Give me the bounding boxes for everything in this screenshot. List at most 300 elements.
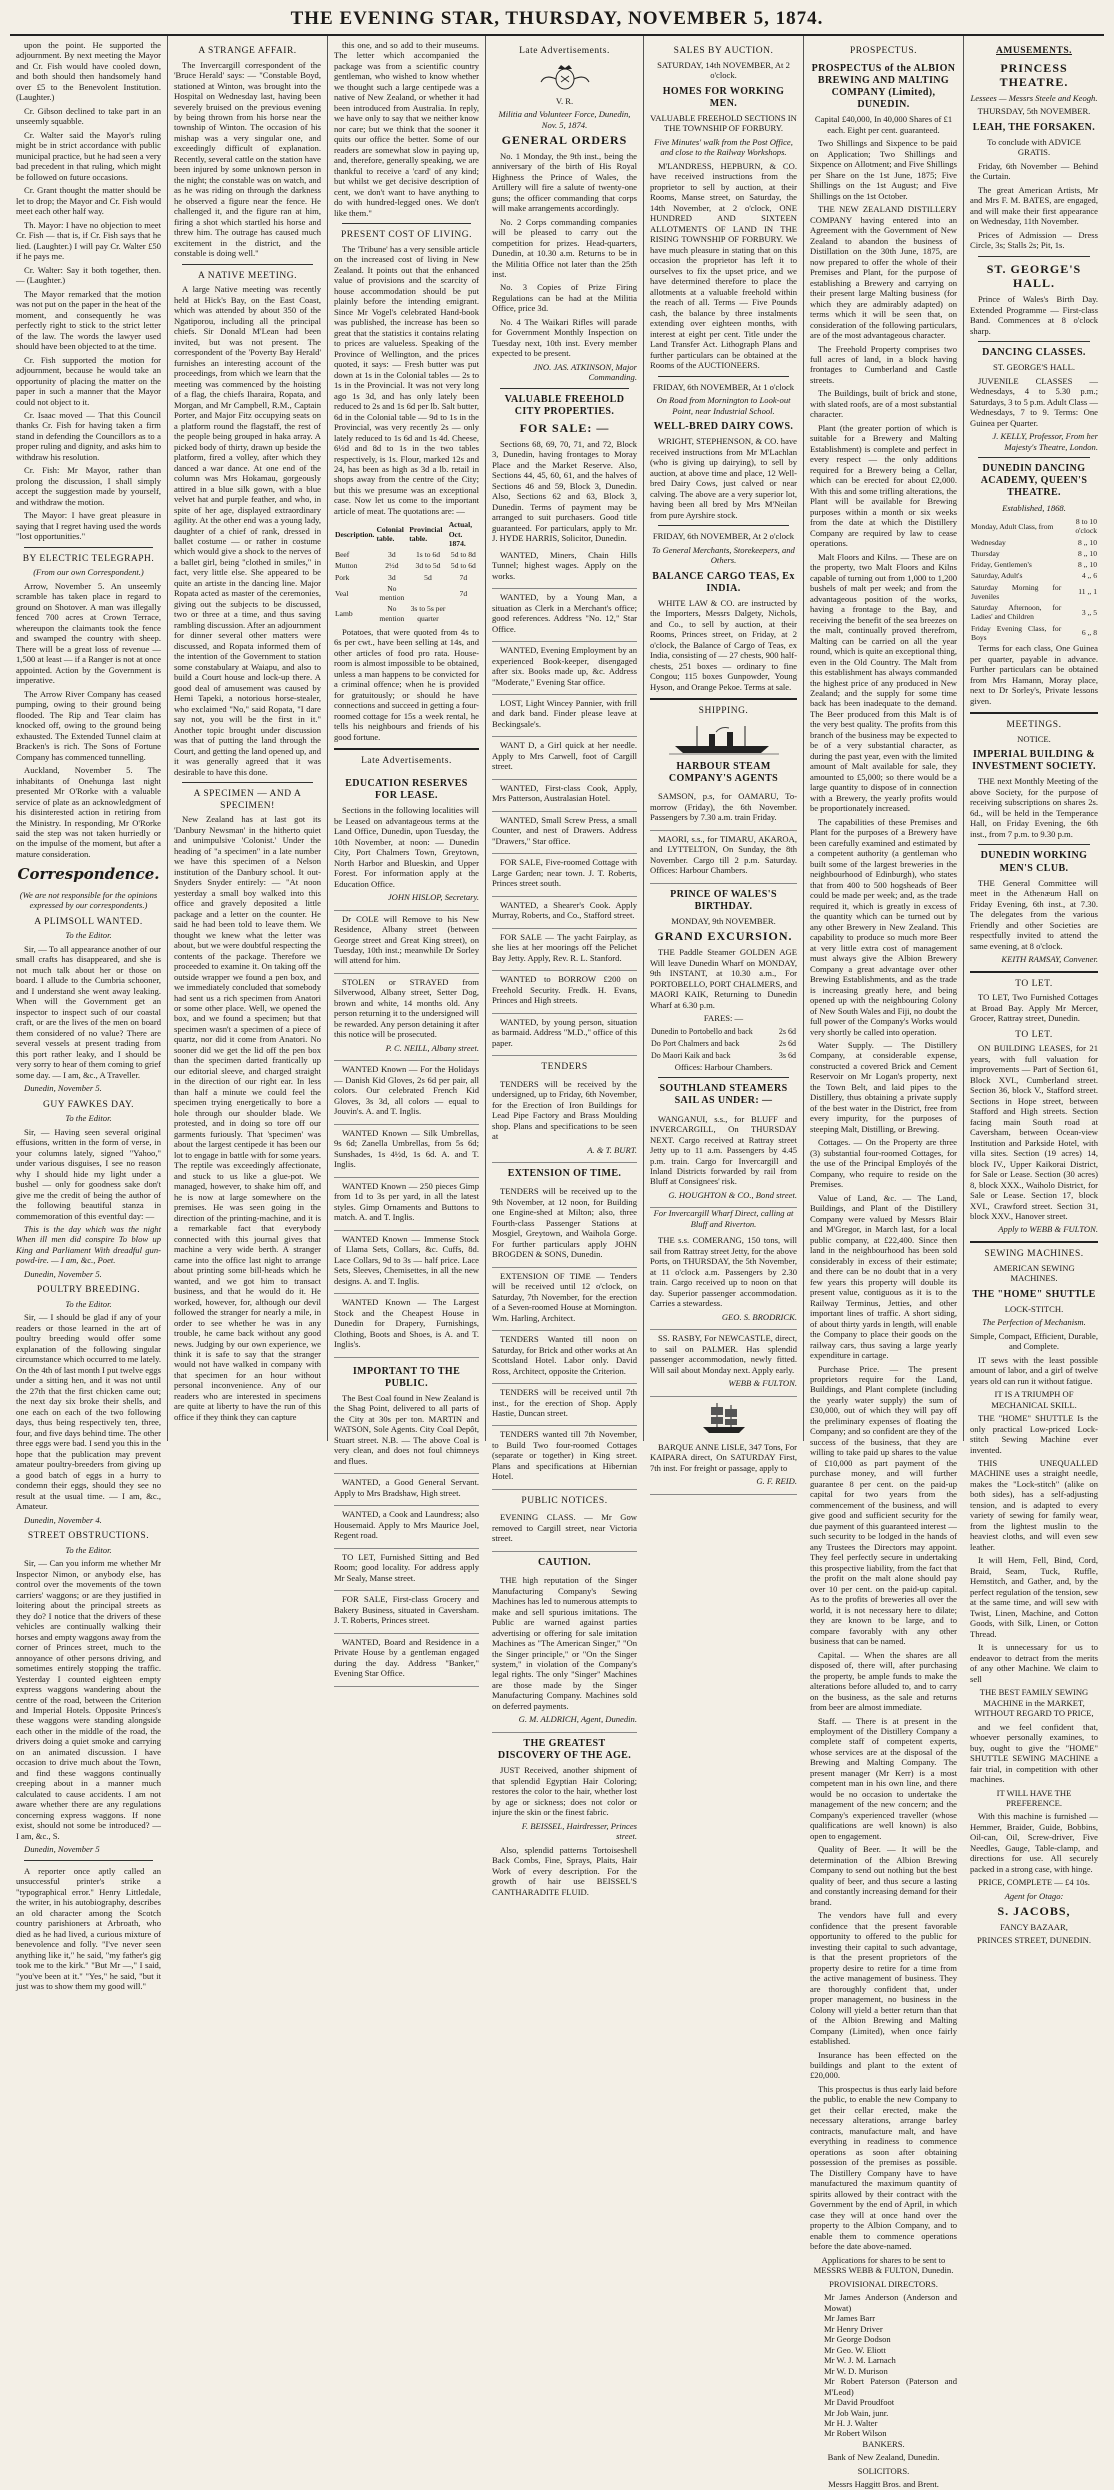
- list-item: Mr James Anderson (Anderson and Mowat): [824, 2292, 957, 2313]
- letter-text: Sir, — To all appearance another of our small crafts has disappeared, and she is not much talk about her or those on board. I allude to the Cumbria schooner, and I understand she went away leaking. When will the Government get an inspector to inspect such of our coastal craft, or are the lives of the men on board them considered of no value? There are several vessels at present trading from this port rather leaky, and I should be very sorry to hear of them coming to grief some day. — I am, &c., A Traveller.: [16, 943, 161, 1080]
- ad-title: CAUTION.: [538, 1556, 591, 1568]
- divider: [650, 698, 797, 700]
- column-2: [168, 36, 328, 1441]
- solicitors-heading: SOLICITORS.: [857, 2465, 910, 2476]
- directors-heading: PROVISIONAL DIRECTORS.: [829, 2278, 938, 2289]
- ad-text: WANTED Known — For the Holidays — Danish Kid Gloves, 2s 6d per pair, all colors. Our celebrated French Kid Gloves, 3s 3d, all colors — equal to Jouvin's. A. and T. Inglis.: [334, 1064, 479, 1117]
- ad-text: IT WILL HAVE THE PREFERENCE.: [996, 1787, 1072, 1808]
- column-3: [328, 36, 486, 1679]
- list-item: Mr Robert Wilson: [824, 2428, 887, 2439]
- table-row: [970, 559, 1098, 570]
- ad-text: Terms for each class, One Guinea per quarter, payable in advance. Further particulars can be obtained from Mrs Hamann, Moray place, next to Dr Sorley's, Private lessons given.: [970, 643, 1098, 706]
- ad-text: IT sews with the least possible amount of labor, and a girl of twelve years old can run it without fatigue.: [970, 1354, 1098, 1386]
- divider: [24, 547, 153, 548]
- advertisement: [650, 788, 797, 830]
- ad-text: Sections in the following localities will be Leased on advantageous terms at the Land Office, Dunedin, upon Tuesday, the 10th November, at noon: — Dunedin City, Port Chalmers Town, Greytown, North Harbor and Blueskin, and Upper Forest. For information apply at the Education Office.: [334, 805, 479, 889]
- ad-title: PROSPECTUS of the ALBION BREWING AND MALTING COMPANY (Limited), DUNEDIN.: [811, 62, 956, 111]
- ad-title: HARBOUR STEAM COMPANY'S AGENTS: [668, 760, 779, 785]
- advertisement: [492, 1426, 637, 1489]
- article-text: Cr. Fish: Mr Mayor, rather than prolong the discussion, I shall simply accept the suggestion made by yourself, and withdraw the motion.: [16, 465, 161, 507]
- advertisement: [334, 974, 479, 1061]
- article-text: The Arrow River Company has ceased pumping, owing to their ground being flooded. The Rip and Tear claim has knocked off, owing to the ground being exhausted. The Extended Tunnel claim at Bracken's is rich. The Sons of Fortune Company has commenced tunnelling.: [16, 688, 161, 762]
- ad-text: WANTED, a Shearer's Cook. Apply Murray, Roberts, and Co., Stafford street.: [492, 899, 637, 921]
- ad-signature: WEBB & FULTON.: [728, 1378, 797, 1389]
- ad-text: BARQUE ANNE LISLE, 347 Tons, For KAIPARA direct, On SATURDAY First, 7th inst. For freight or passage, apply to: [650, 1441, 797, 1473]
- ad-text: WANTED Known — Immense Stock of Llama Sets, Collars, &c. Cuffs, 8d. Lace Collars, 9d to 3s — half price. Lace Sets, Sleeves, Chemisettes, in all the new designs. A. and T. Inglis.: [334, 1233, 479, 1286]
- ad-text: WANTED, a Cook and Laundress; also Housemaid. Apply to Mrs Maurice Joel, Regent road.: [334, 1509, 479, 1541]
- section-heading: PROSPECTUS.: [849, 46, 917, 56]
- article-text: The Mayor: I have great pleasure in saying that I regret having used the words "lost opportunities.": [16, 510, 161, 542]
- divider: [182, 782, 313, 783]
- ad-signature: GEO. S. BRODRICK.: [721, 1311, 797, 1322]
- prospectus-text: The Buildings, built of brick and stone, with slated roofs, are of a most substantial character.: [810, 388, 957, 420]
- letter-text: Sir, — Can you inform me whether Mr Inspector Nimon, or anybody else, has control over the movements of the town carriers' waggons; or are they justified in loitering about the principal streets as they do? I notice that the drivers of these vehicles are continually walking their horses and empty waggons away from the corner of Princes street, much to the annoyance of other persons driving, and sometimes entirely stopping the traffic. Yesterday I counted eighteen empty express waggons wandering about the centre of the road, between the Criterion and Imperial Hotels. Opposite Princes's these waggons were standing alongside each other in the middle of the road, the drivers doing a quiet smoke and carrying on an animated discussion. I have occasion to drive much about the Town, and find these waggons continually creeping about in a manner much calculated to cause accidents. I am not aware whether there are any regulations concerning express waggons. If none exist, should not some be introduced? — I am, &c., S.: [16, 1558, 161, 1841]
- ad-title: LEAH, THE FORSAKEN.: [972, 121, 1096, 133]
- article-text: The Mayor remarked that the motion was not put on the paper in the heat of the moment, and consequently he was perfectly right to stick to the strict letter of the law. The words the lawyer used should have been objected to at the time.: [16, 288, 161, 352]
- sale-date: FRIDAY, 6th NOVEMBER, At 2 o'clock: [652, 531, 795, 542]
- ad-text: With this machine is furnished — Hemmer, Braider, Guide, Bobbins, Oil-can, Oil, Screw-driver, Five Needles, Gauge, Table-clamp, and directions for use. All securely packed in a strong case, with hinge.: [970, 1811, 1098, 1874]
- ad-text: Dr COLE will Remove to his New Residence, Albany street (between George street and Great King street), on Tuesday, 10th inst.; meanwhile Dr Sorley will attend for him.: [334, 913, 479, 966]
- advertisement: [334, 1634, 479, 1687]
- table-cell: Pork: [335, 572, 350, 582]
- table-row: [970, 548, 1098, 559]
- list-item: Mr Geo. W. Eliott: [824, 2344, 886, 2355]
- letter-heading: STREET OBSTRUCTIONS.: [27, 1531, 150, 1542]
- prospectus-text: The vendors have full and every confidence that the present favorable opportunity to offered to the public for investing their capital to such advantage, is that the present proprietors of the property desire to retire for a time from the active management of business. They are thoroughly confident that, under proper management, no business in the Colony will yield a better return than that of the Albion Brewing and Malting Company (Limited), when once fairly established.: [810, 1910, 957, 2047]
- advertisement: [650, 1232, 797, 1330]
- table-cell: Do Port Chalmers and back: [651, 1039, 740, 1049]
- article-text: Cr. Gibson declined to take part in an unseemly squabble.: [16, 105, 161, 127]
- table-row: [334, 560, 479, 571]
- table-header: Colonial table.: [376, 525, 404, 544]
- prospectus-text: Insurance has been effected on the buildings and plant to the extent of £20,000.: [810, 2049, 957, 2081]
- divider: [978, 341, 1090, 342]
- list-item: Mr Job Wain, junr.: [824, 2407, 889, 2418]
- letter-poem: This is the day which was the night When ill men did conspire To blow up King and Parliament With dreadful gun-powd-ire. — I am, &c., Poet.: [16, 1223, 161, 1266]
- ad-text: FOR SALE, First-class Grocery and Bakery Business, situated in Caversham. J. T. Roberts, Princes street.: [334, 1594, 479, 1626]
- advertisement: [492, 1509, 637, 1551]
- table-row: [970, 570, 1098, 581]
- table-row: [970, 623, 1098, 644]
- ad-text: STOLEN or STRAYED from Silverwood, Albany street, Setter Dog, brown and white, 14 months old. Any person returning it to the undersigned will be rewarded. Any person detaining it after this notice will be prosecuted.: [334, 976, 479, 1040]
- directors-list: [810, 2292, 957, 2439]
- advertisement: [334, 1061, 479, 1124]
- ad-title: IMPORTANT TO THE PUBLIC.: [352, 1365, 461, 1389]
- advertisement: [492, 695, 637, 737]
- sale-date: FRIDAY, 6th NOVEMBER, At 1 o'clock: [652, 381, 795, 392]
- ad-text: THE BEST FAMILY SEWING MACHINE in the MARKET, WITHOUT REGARD TO PRICE,: [974, 1687, 1094, 1719]
- prospectus-text: Quality of Beer. — It will be the determination of the Albion Brewing Company to send out nothing but the best quality of beer, and thus secure a lasting and constantly increasing demand for their brand.: [810, 1844, 957, 1907]
- ad-text: THE high reputation of the Singer Manufacturing Company's Sewing Machines has led to numerous attempts to make and sell spurious imitations. The Public are warned against parties advertising or offering for sale imitation Machines as "The American Singer," "On the Singer principle," or "On the Singer system," in violation of the Company's legal rights. The only "Singer" Machines are those made by the Singer Manufacturing Company. Machines sold on deferred payments.: [492, 1575, 637, 1711]
- ad-text: THE General Committee will meet in the Athenæum Hall on Friday Evening, 6th inst., at 7.30. The delegates from the various Friendly and other Societies are respectfully invited to attend the same evening, at 8 o'clock.: [970, 877, 1098, 951]
- advertisement: [334, 1474, 479, 1506]
- letter-text: Sir, — I should be glad if any of your readers or those learned in the art of poultry breeding would offer some explanation of the following singular circumstance which occurred to me lately. On the 4th of last month I put twelve eggs under a sitting hen, and it was not until the 27th that the first chicken came out; the next day six broke their shells, and one each on each of the two following days, thus being respectively ten, three, four, and five days behind time. The other three eggs were bad. I send you this in the hope that the publication may prevent amateur poultry-breeders from giving up a good batch of eggs in a hurry to condemn their eggs, should they see no result at the usual time. — I am, &c., Amateur.: [16, 1312, 161, 1512]
- table-cell: Beef: [335, 550, 350, 560]
- section-heading: TENDERS: [541, 1062, 588, 1073]
- article-text: Cr. Grant thought the matter should be let to drop; the Mayor and Cr. Fish would meet each other half way.: [16, 185, 161, 217]
- ad-signature: G. HOUGHTON & CO., Bond street.: [668, 1189, 797, 1200]
- ad-text: TO LET, Two Furnished Cottages at Broad Bay. Apply Mr Mercer, Grocer, Rattray street, Dunedin.: [970, 992, 1098, 1024]
- letter-heading: GUY FAWKES DAY.: [43, 1099, 134, 1110]
- advertisement: [334, 911, 479, 974]
- table-row: [650, 1026, 797, 1038]
- divider: [970, 1241, 1098, 1243]
- ad-text: JUVENILE CLASSES — Wednesdays, 4 to 5.30 p.m.; Saturdays, 3 to 5 p.m. Adult Class — Wednesdays, 7 to 9. Terms: One Guinea per Quarter.: [970, 375, 1098, 428]
- article-text: Cr. Walter said the Mayor's ruling might be in strict accordance with public municipal practice, but he had seen a very bad precedent in that ruling, which might be followed on future occasions.: [16, 129, 161, 182]
- ad-note: On Road from Mornington to Look-out Point, near Industrial School.: [656, 395, 791, 416]
- ad-text: WANTED, Small Screw Press, a small Counter, and nest of Drawers. Address "Drawers," Star office.: [492, 814, 637, 846]
- prospectus-text: Applications for shares to be sent to MESSRS WEBB & FULTON, Dunedin.: [813, 2254, 954, 2276]
- table-cell: 8 ,, 10: [1078, 548, 1097, 558]
- ad-text: Militia and Volunteer Force, Dunedin, Nov. 5, 1874.: [498, 109, 631, 130]
- advertisement: [492, 971, 637, 1013]
- table-cell: Mutton: [335, 561, 358, 571]
- advertisement: [650, 831, 797, 884]
- divider: [970, 971, 1098, 973]
- table-cell: No mention: [379, 604, 405, 623]
- article-heading: A SPECIMEN — AND A SPECIMEN!: [193, 789, 302, 811]
- letter-date: Dunedin, November 5.: [24, 1083, 102, 1094]
- advertisement: [492, 1076, 637, 1163]
- ad-text: EXTENSION OF TIME — Tenders will be received until 12 o'clock, on Saturday, 7th November, for the erection of a Seven-roomed House at Mornington. Wm. Harling, Architect.: [492, 1270, 637, 1323]
- ad-text: WANTED, Evening Employment by an experienced Book-keeper, disengaged after six. Books made up, &c. Address "Moderate," Evening Star office.: [492, 645, 637, 687]
- column-7: [964, 36, 1104, 1946]
- ad-title: GRAND EXCURSION.: [654, 929, 793, 944]
- crest-initials: V. R.: [555, 95, 574, 106]
- columns: [10, 36, 1104, 2490]
- ad-signature: KEITH RAMSAY, Convener.: [1001, 954, 1098, 965]
- ad-text: Prices of Admission — Dress Circle, 3s; Stalls 2s; Pit, 1s.: [970, 229, 1098, 251]
- fares-table: [650, 1026, 797, 1061]
- ad-text: Friday, 6th November — Behind the Curtain.: [970, 160, 1098, 182]
- table-cell: 8 ,, 10: [1078, 560, 1097, 570]
- ad-text: JUST Received, another shipment of that splendid Egyptian Hair Coloring; restores the color to the hair, whether lost by age or sickness; does not color or injure the skin or the finest fabric.: [492, 1765, 637, 1818]
- solicitors-text: Messrs Haggitt Bros. and Brent.: [828, 2479, 939, 2490]
- divider: [978, 256, 1090, 257]
- list-item: Mr George Dodson: [824, 2334, 891, 2345]
- table-row: [334, 549, 479, 560]
- table-cell: 6 ,, 8: [1081, 628, 1097, 638]
- divider: [342, 223, 471, 224]
- ad-text: WANTED Known — The Largest Stock and the Cheapest House in Dunedin for Drapery, Furnishings, Clothing, Boots and Shoes, is A. and T. Inglis's.: [334, 1297, 479, 1350]
- list-item: Mr David Proudfoot: [824, 2397, 895, 2408]
- table-cell: 4 ,, 6: [1081, 571, 1097, 581]
- article-text: Cr. Walter: Say it both together, then. — (Laughter.): [16, 264, 161, 286]
- table-cell: No mention: [379, 583, 405, 603]
- table-cell: 3s to 5s per quarter: [410, 604, 446, 623]
- ad-note: To General Merchants, Storekeepers, and Others.: [652, 544, 795, 566]
- letter-text: Sir, — Having seen several original effusions, written in the form of verse, in your columns lately, signed "Yahoo," under various disguises, I see no reason why I should hide my light under a bushel — only for goodness sake don't give me the credit of being the author of the following beautiful stanza in commemoration of this eventful day: —: [16, 1126, 161, 1221]
- advertisement: [492, 897, 637, 929]
- table-cell: Saturday Afternoon, for Ladies' and Children: [971, 603, 1062, 622]
- ad-date: THURSDAY, 5th NOVEMBER.: [977, 106, 1091, 117]
- list-item: Mr W. J. M. Larnach: [824, 2355, 896, 2366]
- ad-text: LOST, Light Wincey Pannier, with frill and dark band. Finder please leave at Beckingsale's.: [492, 698, 637, 729]
- ad-text: WANTED, by young person, situation as barmaid. Address "M.D.," office of this paper.: [492, 1016, 637, 1048]
- advertisement: [650, 1330, 797, 1396]
- table-cell: Monday, Adult Class, from: [971, 521, 1054, 531]
- fares-heading: FARES: —: [703, 1012, 744, 1023]
- ad-text: No. 1 Monday, the 9th inst., being the anniversary of the birth of His Royal Highness the Prince of Wales, the Artillery will fire a salute of twenty-one guns; the officer commanding that corps will make arrangements accordingly.: [492, 150, 637, 214]
- ad-signature: P. C. NEILL, Albany street.: [385, 1042, 479, 1053]
- ad-subtitle: VALUABLE FREEHOLD SECTIONS IN THE TOWNSHIP OF FORBURY.: [650, 112, 797, 134]
- bankers-heading: BANKERS.: [862, 2438, 905, 2449]
- article-text: New Zealand has at last got its 'Danbury Newsman' in the hitherto quiet and unimpulsive 'Colonist.' Under the heading of "a specimen" in a late number we have this specimen of a Nelson institution of the Danbury school. It out-Snyders Snyder entirely: — "At noon yesterday a small boy walked into this office and gravely deposited a little package and a letter on the counter. He said he had been told to leave them. We thought we knew what the letter was about, but we were doubtful respecting the contents of the package. Therefore we proceeded to examine it. On taking off the outside wrapper we found a pen box, and we immediately concluded that somebody had sent us a rich specimen from Anatori or some other place. Well, we opened the box, and we found a specimen; but that specimen wasn't a specimen of a piece of quartz, nor did it come from Anatori. No sooner did we get the lid off the pen box than the specimen darted frantically up our editorial sleeve, and charged straight in the direction of our right ear. In less than half a minute we could feel the specimen trying energetically to bore a hole through our shoulder blade. We protested, and in doing so tore off our garments furiously. That 'specimen' was about the largest centipede it has been our lot to engage in battle with for some years. The reptile was exceedingly affectionate, and stuck to us like a glue-pot. We managed, however, to shake him off, and he is now at large somewhere on the premises. He was seen going in the direction of the printing-machine, and it is a remarkable fact that everybody connected with this journal gives that machine a very wide berth. A stranger came into the office last night to arrange about printing some bill-heads which he wanted, and we got him to transact business, and that he would do it. He worked, however, for, although our devil followed the stranger for nearly a mile, in order to see whether he was in any trouble, he came back without any good news. Judging by our own experience, we think it is safe to say that the stranger would not have walked in company with that specimen for an hour without personal inconvenience. Any of our readers who are interested in specimens are quite at liberty to have the run of this office if they think they can capture: [174, 814, 321, 1422]
- section-heading: PUBLIC NOTICES.: [521, 1495, 608, 1506]
- advertisement: [492, 780, 637, 812]
- ad-subtitle: Established, 1868.: [1002, 502, 1066, 513]
- ad-title: VALUABLE FREEHOLD CITY PROPERTIES.: [504, 393, 625, 418]
- letter-salutation: To the Editor.: [65, 930, 112, 941]
- advertisement: [334, 1549, 479, 1591]
- ad-text: WANTED, Miners, Chain Hills Tunnel; highest wages. Apply on the works.: [492, 549, 637, 581]
- section-heading: BY ELECTRIC TELEGRAPH.: [22, 553, 155, 564]
- ad-text: WANGANUI, s.s., for BLUFF and INVERCARGILL, On THURSDAY NEXT. Cargo received at Rattray street Jetty up to 11 a.m. Passengers by 4.45 p.m. train. Cargo for Invercargill and Inland Districts forwarded by rail from Bluff at Consignees' risk.: [650, 1113, 797, 1187]
- column-6: [804, 36, 964, 2490]
- article-text: Cr. Fish supported the motion for adjournment, because he would take an opportunity of placing the matter on the paper in such a manner that the Mayor could not object to it.: [16, 354, 161, 407]
- table-cell: 3s 6d: [778, 1050, 796, 1060]
- table-cell: 2½d: [385, 561, 399, 571]
- letter-date: Dunedin, November 5: [24, 1844, 100, 1855]
- ad-title: IMPERIAL BUILDING & INVESTMENT SOCIETY.: [972, 749, 1096, 773]
- prospectus-text: The Freehold Property comprises two full acres of land, in a block having frontages to Cumberland and Castle streets.: [810, 343, 957, 385]
- ad-text: Capital £40,000, In 40,000 Shares of £1 each. Eight per cent. guaranteed.: [814, 114, 953, 135]
- ad-text: and we feel confident that, whoever personally examines, to buy, ought to give the "HOME" SHUTTLE SEWING MACHINE a fair trial, in competition with other machines.: [970, 1721, 1098, 1785]
- table-cell: Saturday Morning for Juveniles: [971, 582, 1062, 601]
- table-cell: 3d: [388, 572, 396, 582]
- table-cell: Veal: [335, 588, 349, 598]
- table-cell: 11 ,, 1: [1078, 587, 1097, 597]
- column-4: [486, 36, 644, 1897]
- advertisement: [492, 812, 637, 854]
- ad-signature: JNO. JAS. ATKINSON, Major Commanding.: [533, 361, 637, 383]
- ad-text: WANTED Known — Silk Umbrellas, 9s 6d; Zanella Umbrellas, from 5s 6d; Sunshades, 1s 4½d, 1s 6d. A. and T. Inglis.: [334, 1127, 479, 1170]
- sale-date: SATURDAY, 14th NOVEMBER, At 2 o'clock.: [657, 59, 790, 81]
- ad-text: TENDERS will be received up to the 9th November, at 12 noon, for Building one Engine-shed at Milton; also, three Fourth-class Passenger Stations at Mosgiel, Greytown, and Waihola Gorge. For further particulars apply JOHN BROGDEN & SONS, Dunedin.: [492, 1186, 637, 1260]
- section-heading: SALES BY AUCTION.: [673, 46, 774, 56]
- ad-text: Also, splendid patterns Tortoiseshell Back Combs, Fine, Sprays, Plaits, Hair Work of every description. For the growth of hair use BEISSEL'S CANTHARADITE FLUID.: [492, 1844, 637, 1897]
- letter-date: Dunedin, November 5.: [24, 1268, 102, 1279]
- ad-text: WANTED to BORROW £200 on Freehold Security. Fredk. H. Evans, Princes and High streets.: [492, 974, 637, 1006]
- ad-note: Five Minutes' walk from the Post Office, and close to the Railway Workshops.: [654, 136, 793, 158]
- section-heading: SEWING MACHINES.: [984, 1248, 1084, 1259]
- table-cell: Lamb: [335, 609, 353, 619]
- advertisement: [334, 1231, 479, 1294]
- table-cell: 8 ,, 10: [1078, 537, 1097, 547]
- ad-title: DUNEDIN WORKING MEN'S CLUB.: [980, 850, 1088, 874]
- ad-text: SAMSON, p.s, for OAMARU, To-morrow (Friday), the 6th November. Passengers by 7.30 a.m. train Friday.: [650, 791, 797, 823]
- table-cell: 5d: [424, 572, 432, 582]
- article-text: Th. Mayor: I have no objection to meet Cr. Fish — that is, if Cr. Fish says that he lied. (Laughter.) I will pay Cr. Walter £50 if he pays me.: [16, 219, 161, 262]
- table-cell: Saturday, Adult's: [971, 571, 1023, 581]
- masthead: [10, 8, 1104, 36]
- advertisement: [492, 1384, 637, 1426]
- ad-text: WHITE LAW & CO. are instructed by the Importers, Messrs Dalgety, Nichols, and Co., to sell by auction, at their Rooms, Princes street, on Friday, at 2 o'clock, the Balance of Cargo of Teas, ex India, consisting of — 27 chests, 900 half-chests, 251 boxes — ordinary to fine Congou; 115 boxes Gunpowder, Young Hyson, and Orange Pekoe. Terms at sale.: [650, 597, 797, 692]
- ad-text: WANTED, by a Young Man, a situation as Clerk in a Merchant's office; good references. Address "No. 12," Star Office.: [492, 592, 637, 634]
- ad-title: EXTENSION OF TIME.: [507, 1168, 622, 1180]
- letter-salutation: To the Editor.: [65, 1544, 112, 1555]
- ad-title: NOTICE.: [1017, 733, 1051, 744]
- table-row: [334, 603, 479, 624]
- ad-text: TO LET, Furnished Sitting and Bed Room; good locality. For address apply Mr Sealy, Manse street.: [334, 1551, 479, 1583]
- table-cell: 3d: [388, 550, 396, 560]
- advertisement: [334, 1358, 479, 1475]
- table-row: [970, 516, 1098, 537]
- list-item: Mr H. J. Walter: [824, 2417, 878, 2428]
- table-cell: 2s 6d: [778, 1039, 796, 1049]
- ad-text: EVENING CLASS. — Mr Gow removed to Cargill street, near Victoria street.: [492, 1512, 637, 1544]
- section-heading: SHIPPING.: [698, 706, 749, 717]
- ad-text: THE next Monthly Meeting of the above Society, for the purpose of receiving subscriptions on shares 2s. 6d., will be held in the Temperance Hall, on Friday Evening, the 6th inst., from 7 p.m. to 9.30 p.m.: [970, 776, 1098, 839]
- ad-text: THE "HOME" SHUTTLE Is the only practical Low-priced Lock-stitch Sewing Machine ever invented.: [970, 1413, 1098, 1455]
- ad-title: FOR SALE: —: [519, 421, 610, 436]
- ad-text: WANT D, a Girl quick at her needle. Apply to Mrs Carwell, foot of Cargill street.: [492, 740, 637, 772]
- table-header-row: [334, 519, 479, 549]
- ad-signature: A. & T. BURT.: [587, 1144, 637, 1155]
- section-heading: Late Advertisements.: [361, 756, 452, 767]
- table-header: Provincial table.: [409, 525, 443, 544]
- article-text: Cr. Isaac moved — That this Council thanks Cr. Fish for having taken a firm stand in defending the Councillors as to a proper ruling and dignity, and asks him to withdraw his resolution.: [16, 409, 161, 462]
- article-heading: PRESENT COST OF LIVING.: [341, 230, 472, 241]
- advertisement: [334, 1125, 479, 1178]
- table-cell: 1s to 6d: [415, 550, 440, 560]
- ad-text: AMERICAN SEWING MACHINES.: [993, 1262, 1075, 1284]
- ad-title: S. JACOBS,: [997, 1904, 1071, 1919]
- prospectus-text: Staff. — There is at present in the employment of the Distillery Company a complete staff of competent experts, whose services are at the disposal of the Brewing and Malting Company. The present manager (Mr Kerr) is a most competent man in his own line, and there would be no occasion to undertake the management of the new concern; and the Company's experienced traveller (whose qualifications are well known) is also open to engagement.: [810, 1715, 957, 1841]
- section-heading: MEETINGS.: [1006, 720, 1062, 731]
- table-row: [650, 1050, 797, 1062]
- ad-note: For Invercargill Wharf Direct, calling at Bluff and Riverton.: [653, 1208, 794, 1229]
- advertisement: [334, 1178, 479, 1231]
- ad-text: TENDERS will be received until 7th inst., for the erection of Shop. Apply Hastie, Duncan street.: [492, 1387, 637, 1418]
- ad-signature: F. BEISSEL, Hairdresser, Princes street.: [521, 1820, 637, 1842]
- table-cell: [448, 603, 479, 624]
- table-row: [334, 583, 479, 604]
- table-cell: 8 to 10 o'clock: [1075, 517, 1097, 536]
- ad-title: DUNEDIN DANCING ACADEMY, QUEEN'S THEATRE.: [980, 463, 1088, 499]
- column-5: [644, 36, 804, 1487]
- ad-text: FOR SALE — The yacht Fairplay, as she lies at her moorings off the Pelichet Bay Jetty. Apply, Rev. R. L. Stanford.: [492, 931, 637, 963]
- prospectus-text: Capital. — When the shares are all disposed of, there will, after purchasing the property, be ample funds to make the alterations before alluded to, and to carry on the business, as the sale and returns from beer are almost immediate.: [810, 1649, 957, 1713]
- ad-text: Prince of Wales's Birth Day. Extended Programme — First-class Band. Commences at 8 o'clock sharp.: [970, 294, 1098, 336]
- article-text: Auckland, November 5. The inhabitants of Onehunga last night presented Mr O'Rorke with a valuable service of plate as an acknowledgment of his disinterested action in retiring from the Ministry. In responding, Mr O'Rorke said the step was not taken hurriedly or on the impulse of the moment, but after a mature consideration.: [16, 765, 161, 859]
- article-heading: A STRANGE AFFAIR.: [198, 46, 297, 56]
- ad-text: THE s.s. COMERANG, 150 tons, will sail from Rattray street Jetty, for the above Ports, on THURSDAY, the 5th November, at 11 o'clock a.m. Passengers by 2.30 train. Cargo received up to noon on that day. Superior passenger accommodation. Carries a stewardess.: [650, 1235, 797, 1309]
- advertisement: [492, 547, 637, 589]
- divider: [970, 712, 1098, 714]
- ad-text: WRIGHT, STEPHENSON, & CO. have received instructions from Mr M'Lachlan (who is giving up dairying), to sell by auction, at above time and place, 12 Well-bred Dairy Cows, just calved or near calving. The above are a very superior lot, having been all bred by Mrs M'Neilan from pure Ayrshire stock.: [650, 436, 797, 520]
- table-cell: Do Maori Kaik and back: [651, 1050, 731, 1060]
- table-cell: Dunedin to Portobello and back: [651, 1027, 753, 1037]
- ad-text: Offices: Harbour Chambers.: [674, 1061, 773, 1072]
- ad-subtitle: ST. GEORGE'S HALL.: [992, 362, 1076, 373]
- advertisement: [334, 770, 479, 911]
- ad-title: THE "HOME" SHUTTLE: [972, 1288, 1096, 1300]
- prospectus-text: Plant (the greater portion of which is suitable for a Brewery and Malting Establishment) is complete and perfect in every respect — the only additions required for a Brewery being a Cellar, which can be erected for about £2,000. With this and some trifling alterations, the Plant will be available for Brewing purposes within a month or six weeks from the date at which the Distillery Company are required by law to cease operations.: [810, 422, 957, 549]
- table-cell: Wednesday: [971, 537, 1006, 547]
- ad-text: Simple, Compact, Efficient, Durable, and Complete.: [970, 1330, 1098, 1352]
- article-text: upon the point. He supported the adjournment. By next meeting the Mayor and Cr. Fish would have cooled down, and both should then handsomely hand over £5 to the Benevolent Institution. (Laughter.): [16, 40, 161, 103]
- table-cell: [408, 583, 447, 604]
- ad-text: To conclude with ADVICE GRATIS.: [987, 136, 1081, 158]
- ad-text: Lessees — Messrs Steele and Keogh.: [970, 92, 1098, 103]
- advertisement: [492, 1014, 637, 1056]
- prospectus-text: Malt Floors and Kilns. — These are on the property, two Malt Floors and Kilns capable of turning out from 1,000 to 1,200 bushels of malt per week; and from the advantageous position of the works, having a frontage to the Bay, and receiving the benefit of the sea breezes on the malt, continually proved therefrom, Malting can be carried on all the year round, which is quite an exceptional thing, even in the Old Country. The Malt from this establishment has always commanded the highest price of any produced in New Zealand; and the supply for some time back has been inadequate to the demand. The Beer produced from this Malt is of the very best quality. The profits from this branch of the business may be expected to be of a very substantial character, as during the past year, even with the limited amount of Malt available for sale, they amounted to £5,000; so there would be a large quantity to dispose of in connection with a Brewery, the yearly profits would be proportionately increased.: [810, 551, 957, 814]
- section-heading: TO LET.: [1015, 978, 1053, 989]
- advertisement: [492, 1183, 637, 1267]
- ad-title: GENERAL ORDERS: [501, 133, 628, 148]
- section-subheading: (From our own Correspondent.): [33, 567, 144, 578]
- ad-text: THE Paddle Steamer GOLDEN AGE Will leave Dunedin Wharf on MONDAY, 9th INSTANT, at 10.30 a.m., For PORTOBELLO, PORT CHALMERS, and MAORI KAIK, Returning to Dunedin Wharf at 6.30 p.m.: [650, 947, 797, 1010]
- ad-text: TENDERS will be received by the undersigned, up to Friday, 6th November, for the Erection of Iron Buildings for Lead Pipe Factory and Brass Moulding shop. Plans and specifications to be seen at: [492, 1078, 637, 1142]
- ad-title: PRINCE OF WALES'S BIRTHDAY.: [670, 888, 777, 912]
- ad-title: HOMES FOR WORKING MEN.: [662, 85, 785, 109]
- ad-text: MAORI, s.s., for TIMARU, AKAROA, and LYTTELTON, On Sunday, the 8th November. Cargo till 2 p.m. Saturday. Offices: Harbour Chambers.: [650, 833, 797, 876]
- divider: [24, 1860, 153, 1861]
- ad-text: No. 2 Corps commanding companies will be pleased to carry out the competition for prizes. Head-quarters, Dunedin, at 10.30 a.m. Returns to be in the Militia Office not later than the 25th inst.: [492, 216, 637, 279]
- ad-text: FANCY BAZAAR,: [1000, 1921, 1068, 1932]
- table-cell: Friday, Gentlemen's: [971, 560, 1032, 570]
- list-item: Mr James Barr: [824, 2313, 876, 2324]
- ad-title: THE GREATEST DISCOVERY OF THE AGE.: [497, 1737, 632, 1762]
- ad-title: ST. GEORGE'S HALL.: [986, 261, 1082, 291]
- table-cell: 5d to 6d: [450, 561, 476, 571]
- prospectus-text: Cottages. — On the Property are three (3) substantial four-roomed Cottages, for the use of the Principal Employés of the Company, who require to reside on the Premises.: [810, 1137, 957, 1190]
- advertisement: [492, 929, 637, 971]
- ad-text: ON BUILDING LEASES, for 21 years, with full valuation for improvements — Part of Section 61, Block XVI., Cumberland street. Section 36, block V., Stafford street. Sections in Hope street, between Stafford and High streets. Section facing main South road at Caversham, between Ocean-view Institution and Parkside Hotel, with villa sites. Section (19 acres) 14, block IV., Upper Kaikorai District, for Sale or Lease. Section (30 acres) 8, block XXX., Waiholo District, for Sale or Lease. Section 17, block XVI., Crawford street. Section 31, block XXV., Hanover street.: [970, 1043, 1098, 1221]
- ad-title: DANCING CLASSES.: [982, 347, 1086, 359]
- table-cell: Thursday: [971, 548, 1000, 558]
- bankers-text: Bank of New Zealand, Dunedin.: [827, 2452, 940, 2463]
- ad-text: The great American Artists, Mr and Mrs F. M. BATES, are engaged, and will make their first appearance on Wednesday, 11th November.: [970, 184, 1098, 227]
- section-heading: AMUSEMENTS.: [996, 46, 1072, 56]
- ad-signature: G. F. REID.: [756, 1476, 797, 1487]
- ad-date: MONDAY, 9th NOVEMBER.: [671, 915, 776, 926]
- divider: [658, 1077, 789, 1078]
- advertisement: [492, 642, 637, 695]
- article-text: The 'Tribune' has a very sensible article on the increased cost of living in New Zealand. It points out that the enhanced value of provisions and the scarcity of house accommodation should be put plainly before the intending emigrant. Since Mr Vogel's celebrated Hand-book was published, the increase has been so great that the statistics it contains relating to prices are valueless. Speaking of the Province of Wellington, and the prices quoted, it says: — Fresh butter was put down at 1s in the Colonial tables — 2s to 1s in the Provincial. It was not very long ago 1s 3d, and has only lately been reduced to 2s and 1s 6d per lb. Salt butter, 6d in the Colonial table — 9d to 1s in the Provincial, was very recently 2s — only lately reduced to 1s 6d and 1s 4d. Cheese, 6½d and 8d to 1s in the two tables respectively, is 1s. Flour, marked 12s and 24, has been as high as 3d a lb. retail in shops away from the centre of the City; but this we presume was an exceptional case. Now let us come to the important article of meat. The quotations are: —: [334, 243, 479, 516]
- table-cell: 7d: [459, 572, 468, 582]
- letter-salutation: To the Editor.: [65, 1113, 112, 1124]
- ad-text: The Perfection of Mechanism.: [982, 1317, 1086, 1328]
- ad-title: PRINCESS THEATRE.: [999, 60, 1069, 90]
- table-cell: 2s 6d: [778, 1027, 796, 1037]
- ad-text: No. 4 The Waikari Rifles will parade for Government Monthly Inspection on Tuesday next, 10th inst. Every member expected to be present.: [492, 316, 637, 359]
- table-cell: 7d: [459, 588, 468, 598]
- advertisement: [650, 1111, 797, 1209]
- letter-date: Dunedin, November 4.: [24, 1514, 102, 1525]
- steamship-icon: [669, 722, 779, 756]
- ad-text: Sections 68, 69, 70, 71, and 72, Block 3, Dunedin, having frontages to Moray Place and the Market Reserve. Also, Sections 44, 45, 60, 61, and the halves of Sections 46 and 59, Block 3, Dunedin. Also, Sections 62 and 63, Block 3, Dunedin. Terms of payment may be arranged to suit purchasers. Good title guaranteed. For particulars, apply to Mr. J. HYDE HARRIS, Solicitor, Dunedin.: [492, 438, 637, 544]
- ad-signature: Apply to WEBB & FULTON.: [998, 1224, 1098, 1235]
- ad-title: EDUCATION RESERVES FOR LEASE.: [345, 777, 468, 801]
- list-item: Mr W. D. Murison: [824, 2365, 888, 2376]
- article-text: Arrow, November 5. An unseemly scramble has taken place in regard to ground on Shotover. A man was illegally fenced 700 acres at Crown Terrace, whereupon the claimants took the fence and swamped the country with sheep. There will be a great loss of revenue — 1,500 at least — if a Ranger is not at once appointed. Action by the Government is imperative.: [16, 580, 161, 686]
- ad-text: LOCK-STITCH.: [1004, 1303, 1064, 1314]
- article-heading: A NATIVE MEETING.: [197, 270, 297, 281]
- ad-text: It will Hem, Fell, Bind, Cord, Braid, Seam, Tuck, Ruffle, Hemstitch, and Gather, and, by the perfect regulation of the tension, sew at the same time, and will sew with Twist, Linen, Machine, and Cotton Goods, with Silk, Linen, or Cotton Thread.: [970, 1555, 1098, 1639]
- royal-crest-icon: [535, 62, 595, 92]
- prospectus-text: THE NEW ZEALAND DISTILLERY COMPANY having entered into an Agreement with the Government of New Zealand to abandon the business of Distillation on the 30th June, 1875, are now prepared to offer the whole of their Premises and Plant, for the purpose of establishing a Brewery and carrying on their present large Malting business (for which they are admirably adapted) on terms which it will be seen that, on consideration of the following particulars, are of the most advantageous character.: [810, 204, 957, 341]
- ad-price: PRICE, COMPLETE — £4 10s.: [978, 1877, 1090, 1888]
- ad-signature: J. KELLY, Professor, From her Majesty's Theatre, London.: [992, 431, 1098, 452]
- ad-text: FOR SALE, Five-roomed Cottage with Large Garden; near town. J. T. Roberts, Princes street south.: [492, 857, 637, 889]
- ad-text: WANTED, First-class Cook, Apply, Mrs Patterson, Australasian Hotel.: [492, 782, 637, 804]
- advertisement: [650, 1439, 797, 1495]
- ad-text: It is unnecessary for us to endeavor to detract from the merits of any other Machine. We claim to sell: [970, 1642, 1098, 1684]
- article-text: Potatoes, that were quoted from 4s to 6s per cwt., have been selling at 14s, and other articles of food pro rata. House-room is almost impossible to be obtained, unless a man happens to be convicted for a criminal offence; when he is provided for gratuitously; or should he have connections and succeed in getting a four-roomed cottage for 15s a week rental, he tells his neighbours and friends of his good fortune.: [334, 626, 479, 742]
- sailing-ship-icon: [699, 1401, 749, 1435]
